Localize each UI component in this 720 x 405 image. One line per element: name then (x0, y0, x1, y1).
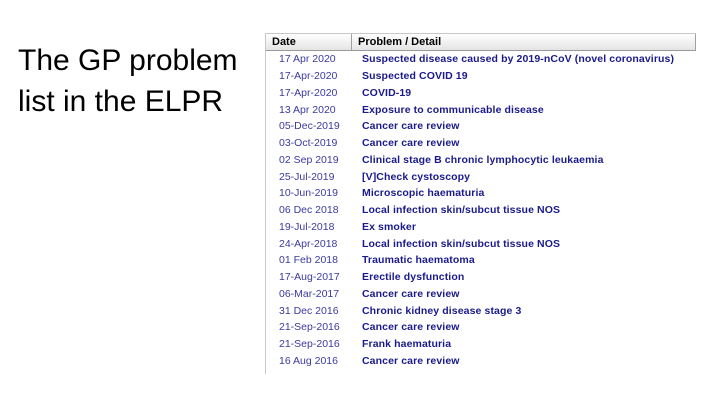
row-problem-detail: Ex smoker (362, 220, 417, 233)
row-problem-detail: Traumatic haematoma (362, 254, 475, 267)
row-date: 03-Oct-2019 (279, 137, 338, 150)
row-date: 19-Jul-2018 (279, 220, 335, 233)
table-row[interactable] (266, 135, 696, 152)
row-problem-detail: Erectile dysfunction (362, 271, 465, 284)
table-row[interactable] (266, 118, 696, 135)
row-problem-detail: Cancer care review (362, 321, 460, 334)
table-row[interactable] (266, 269, 696, 286)
column-header-problem-detail[interactable]: Problem / Detail (352, 34, 696, 50)
problem-list-rows (266, 51, 696, 369)
row-problem-detail: Frank haematuria (362, 338, 452, 351)
table-row[interactable] (266, 319, 696, 336)
slide-title: The GP problem list in the ELPR (18, 44, 238, 118)
row-date: 17-Aug-2017 (279, 271, 340, 284)
row-problem-detail: Local infection skin/subcut tissue NOS (362, 237, 561, 250)
grid-header (266, 34, 696, 51)
row-date: 05-Dec-2019 (279, 120, 340, 133)
table-row[interactable] (266, 101, 696, 118)
table-row[interactable] (266, 286, 696, 303)
row-problem-detail: Clinical stage B chronic lymphocytic leukaemia (362, 153, 604, 166)
table-row[interactable] (266, 202, 696, 219)
row-problem-detail: Exposure to communicable disease (362, 103, 544, 116)
row-date: 06 Dec 2018 (279, 204, 339, 217)
row-date: 21-Sep-2016 (279, 338, 340, 351)
row-date: 16 Aug 2016 (279, 354, 338, 367)
table-row[interactable] (266, 168, 696, 185)
row-problem-detail: [V]Check cystoscopy (362, 170, 471, 183)
table-row[interactable] (266, 51, 696, 68)
table-row[interactable] (266, 252, 696, 269)
table-row[interactable] (266, 302, 696, 319)
table-row[interactable] (266, 152, 696, 169)
row-problem-detail: COVID-19 (362, 86, 412, 99)
table-row[interactable] (266, 68, 696, 85)
row-date: 10-Jun-2019 (279, 187, 338, 200)
row-problem-detail: Suspected disease caused by 2019-nCoV (novel coronavirus) (362, 53, 675, 66)
row-date: 17 Apr 2020 (279, 53, 336, 66)
table-row[interactable] (266, 336, 696, 353)
column-header-date[interactable]: Date (266, 34, 352, 50)
table-row[interactable] (266, 353, 696, 370)
row-problem-detail: Chronic kidney disease stage 3 (362, 304, 522, 317)
row-date: 01 Feb 2018 (279, 254, 338, 267)
row-problem-detail: Cancer care review (362, 120, 460, 133)
row-problem-detail: Microscopic haematuria (362, 187, 485, 200)
row-date: 02 Sep 2019 (279, 153, 339, 166)
problem-list-grid (265, 33, 696, 374)
table-row[interactable] (266, 219, 696, 236)
table-row[interactable] (266, 185, 696, 202)
row-date: 17-Apr-2020 (279, 86, 338, 99)
row-problem-detail: Suspected COVID 19 (362, 70, 468, 83)
table-row[interactable] (266, 235, 696, 252)
row-date: 17-Apr-2020 (279, 70, 338, 83)
row-date: 21-Sep-2016 (279, 321, 340, 334)
table-row[interactable] (266, 85, 696, 102)
row-problem-detail: Cancer care review (362, 287, 460, 300)
row-date: 13 Apr 2020 (279, 103, 336, 116)
row-date: 06-Mar-2017 (279, 287, 340, 300)
row-date: 25-Jul-2019 (279, 170, 335, 183)
row-problem-detail: Local infection skin/subcut tissue NOS (362, 204, 561, 217)
row-problem-detail: Cancer care review (362, 354, 460, 367)
row-problem-detail: Cancer care review (362, 137, 460, 150)
row-date: 24-Apr-2018 (279, 237, 338, 250)
row-date: 31 Dec 2016 (279, 304, 339, 317)
